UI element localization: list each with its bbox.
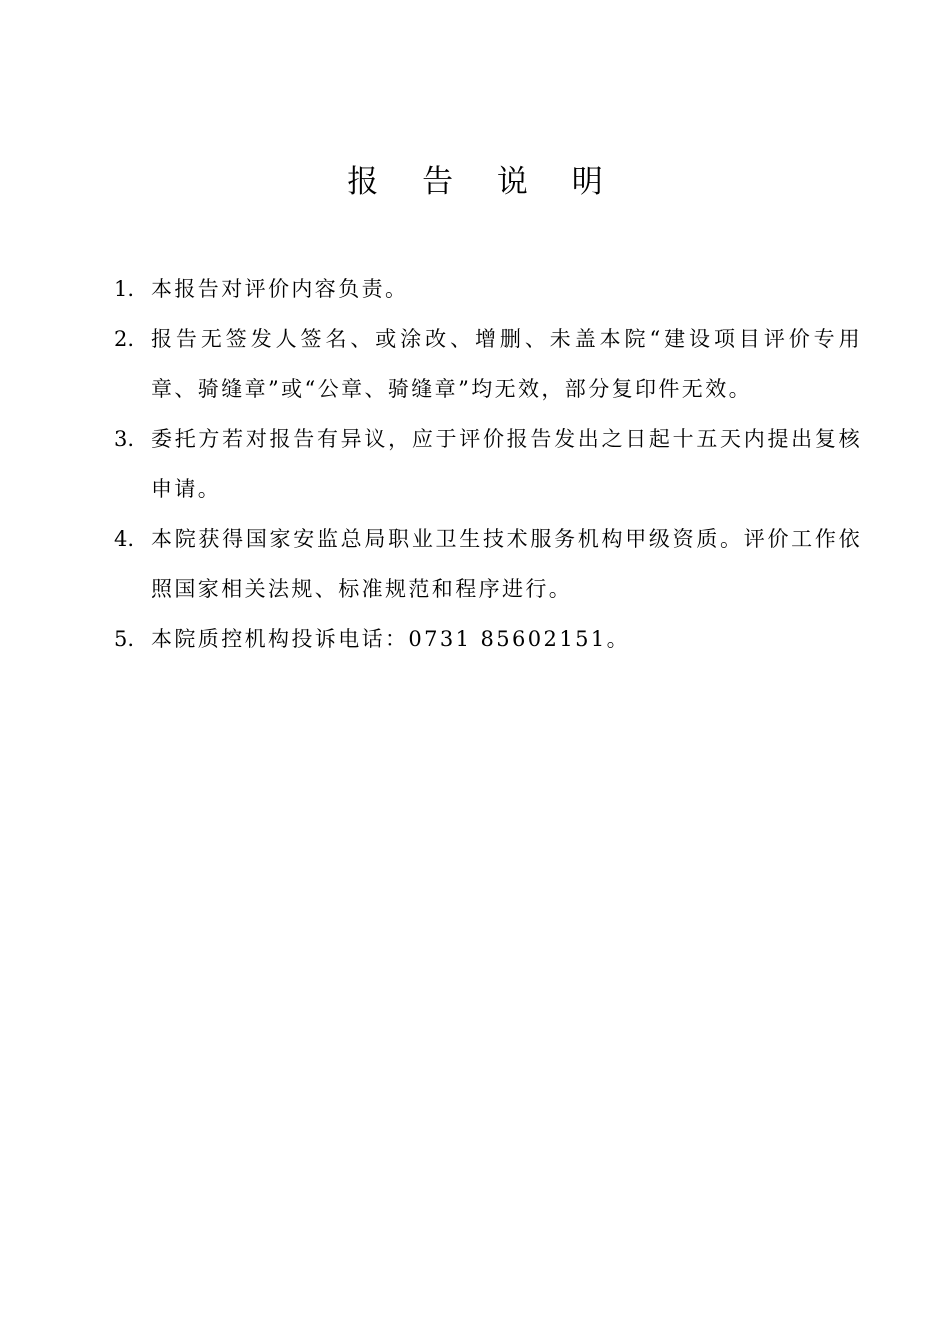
list-item [110, 614, 862, 664]
list-item [110, 264, 862, 314]
item-number: 2. [114, 327, 135, 351]
item-number: 5. [114, 627, 135, 651]
statement-list [110, 264, 862, 664]
item-text: 委托方若对报告有异议，应于评价报告发出之日起十五天内提出复核申请。 [151, 427, 862, 501]
item-number: 3. [114, 427, 135, 451]
item-text: 本院质控机构投诉电话：0731 85602151。 [151, 627, 631, 651]
item-text: 本报告对评价内容负责。 [151, 277, 409, 301]
item-number: 1. [114, 277, 135, 301]
page-title: 报 告 说 明 [347, 164, 620, 200]
list-item [110, 514, 862, 614]
item-text: 报告无签发人签名、或涂改、增删、未盖本院“建设项目评价专用章、骑缝章”或“公章、骑缝章”均无效，部分复印件无效。 [151, 327, 862, 401]
item-number: 4. [114, 527, 135, 551]
list-item [110, 314, 862, 414]
list-item [110, 414, 862, 514]
item-text: 本院获得国家安监总局职业卫生技术服务机构甲级资质。评价工作依照国家相关法规、标准规范和程序进行。 [151, 527, 862, 601]
